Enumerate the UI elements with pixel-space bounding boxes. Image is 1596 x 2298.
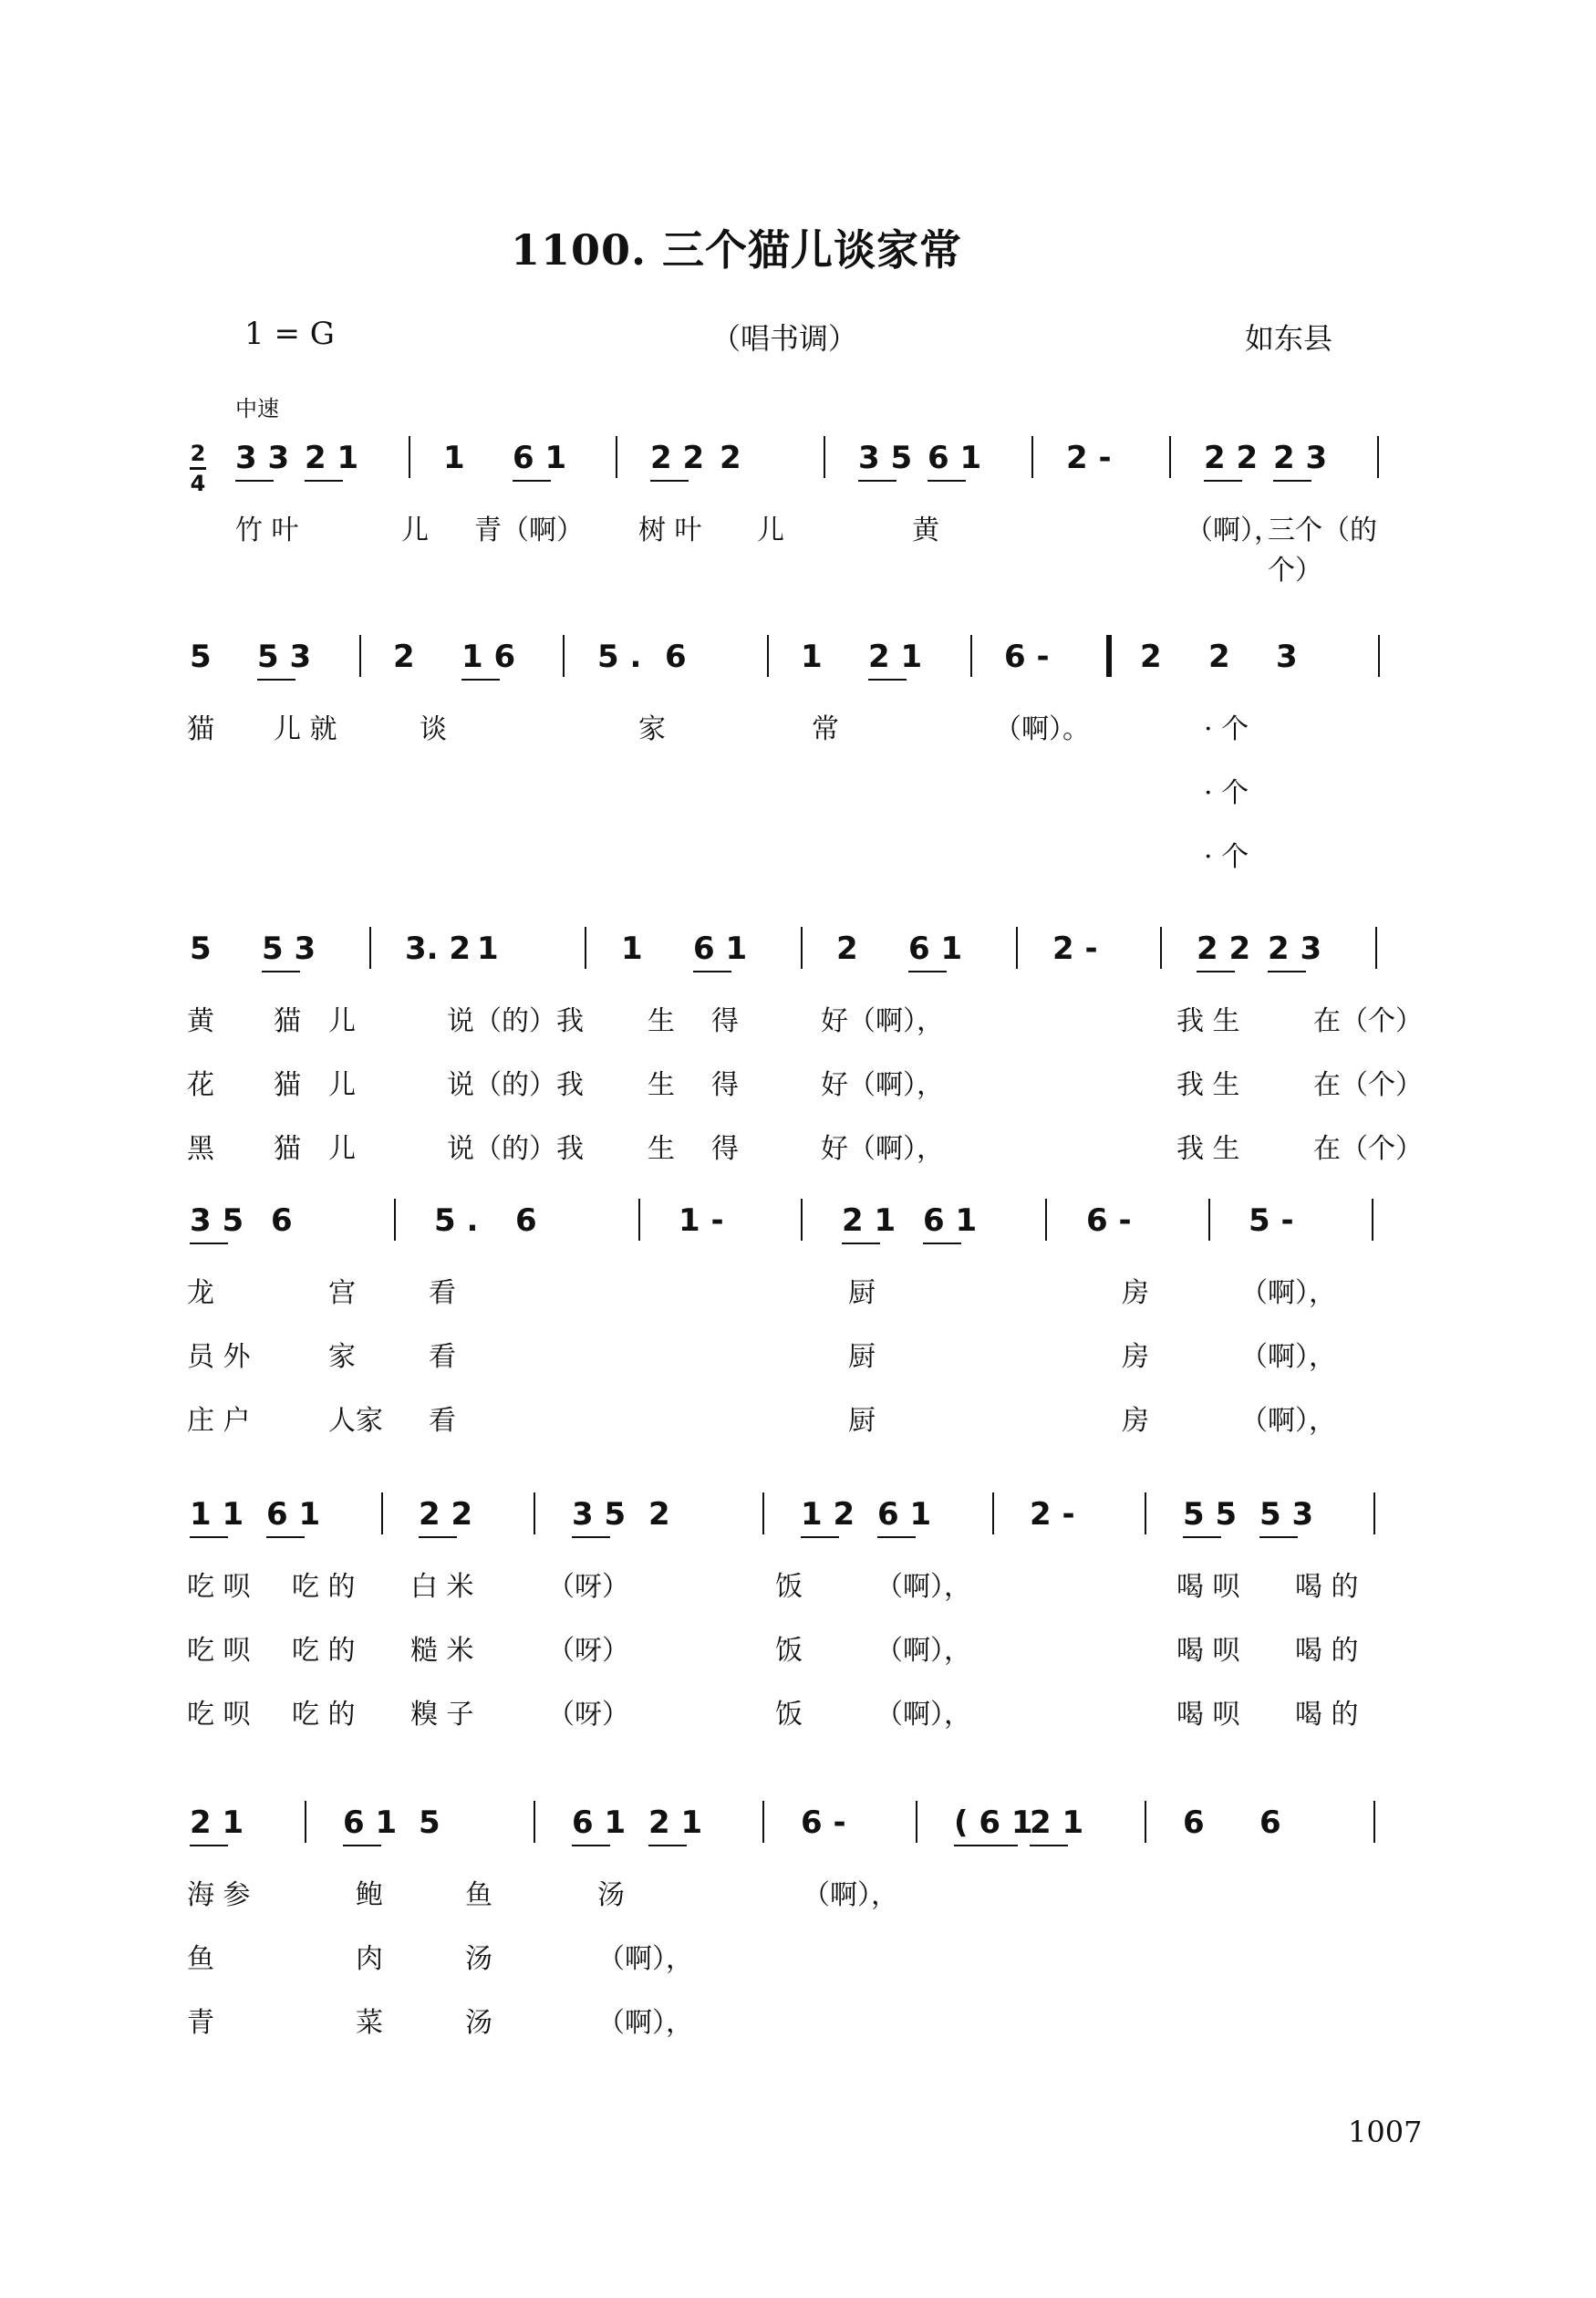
beam-underline (257, 679, 295, 681)
note-group: 1 1 (190, 1496, 244, 1533)
barline (1377, 436, 1379, 478)
barline (824, 436, 825, 478)
lyric-line-1 (187, 706, 1412, 745)
lyric-syllable: 厨 (848, 1341, 876, 1373)
note-group: 2 - (1052, 931, 1098, 967)
note-group: 2 1 (648, 1804, 703, 1841)
lyric-syllable: 喝 的 (1295, 1635, 1359, 1667)
lyric-syllable: 看 (429, 1341, 456, 1373)
note-group: 1 (477, 931, 499, 967)
lyric-syllable: 竹 叶 (235, 515, 299, 546)
beam-underline (801, 1536, 839, 1538)
lyric-syllable: 青（啊） (474, 515, 584, 546)
lyric-syllable: 糗 子 (410, 1699, 474, 1731)
beam-underline (648, 1845, 687, 1846)
lyric-syllable: 吃 呗 (187, 1699, 251, 1731)
note-group: 6 1 (928, 440, 982, 476)
note-group: 6 (665, 639, 687, 675)
lyric-syllable: 家 (638, 713, 666, 745)
lyric-syllable: 生 (648, 1005, 675, 1037)
lyric-syllable: 房 (1122, 1405, 1149, 1437)
lyric-syllable: 儿 (328, 1133, 356, 1165)
lyric-syllable: （啊）， (803, 1879, 898, 1911)
note-group: 6 - (1004, 639, 1050, 675)
beam-underline (868, 679, 907, 681)
lyric-syllable: 生 (648, 1133, 675, 1165)
barline (1372, 1199, 1373, 1241)
beam-underline (343, 1845, 381, 1846)
lyric-syllable: 鱼 (187, 1943, 214, 1975)
beam-underline (1030, 1845, 1068, 1846)
note-group: 2 3 (1268, 931, 1322, 967)
lyric-syllable: 猫 (187, 713, 214, 745)
lyric-line-1 (187, 1872, 1412, 1911)
lyric-syllable: 看 (429, 1405, 456, 1437)
song-title: 1100. 三个猫儿谈家常 (511, 225, 963, 275)
lyric-line-1 (187, 1270, 1412, 1309)
note-group: 5 (190, 639, 212, 675)
note-group: 5 . (434, 1202, 479, 1239)
note-group: 6 - (1086, 1202, 1132, 1239)
barline (369, 927, 371, 969)
beam-underline (266, 1536, 305, 1538)
lyric-syllable: （啊）， (876, 1635, 971, 1667)
barline (916, 1801, 917, 1843)
lyric-syllable: 我 生 (1176, 1133, 1240, 1165)
note-group: 2 - (1066, 440, 1112, 476)
barline (638, 1199, 640, 1241)
note-group: 2 2 (419, 1496, 473, 1533)
lyric-line-1 (187, 1564, 1412, 1603)
lyric-syllable: 厨 (848, 1277, 876, 1309)
lyric-syllable: 房 (1122, 1277, 1149, 1309)
note-group: 6 1 (572, 1804, 627, 1841)
lyric-syllable: 喝 呗 (1176, 1699, 1240, 1731)
barline (1045, 1199, 1047, 1241)
lyric-line-2 (190, 770, 1412, 809)
lyric-syllable: 吃 的 (292, 1635, 356, 1667)
beam-underline (928, 480, 966, 482)
lyric-syllable: 在（个） (1313, 1005, 1423, 1037)
lyric-syllable: 饭 (775, 1571, 803, 1603)
beam-underline (235, 480, 274, 482)
lyric-syllable: 猫 (274, 1133, 301, 1165)
barline (970, 635, 972, 677)
note-group: 2 1 (305, 440, 359, 476)
beam-underline (1197, 971, 1235, 972)
lyric-syllable: 三个（的 个） (1268, 515, 1377, 587)
beam-underline (305, 480, 343, 482)
lyric-syllable: 家 (328, 1341, 356, 1373)
note-group: 2 (393, 639, 415, 675)
barline (762, 1492, 764, 1534)
beam-underline (1273, 480, 1311, 482)
lyric-syllable: 黄 (912, 515, 939, 546)
lyric-line-3 (187, 1126, 1423, 1165)
lyric-syllable: （啊）， (876, 1699, 971, 1731)
lyric-line-3 (190, 834, 1412, 873)
lyric-syllable: 得 (711, 1069, 739, 1101)
note-group: 6 1 (513, 440, 567, 476)
beam-underline (1204, 480, 1242, 482)
note-group: 1 (621, 931, 643, 967)
lyric-syllable: 我 生 (1176, 1069, 1240, 1101)
lyric-line-1 (190, 507, 1412, 587)
lyric-syllable: 好（啊）， (821, 1069, 944, 1101)
lyric-syllable: 说（的）我 (447, 1133, 584, 1165)
beam-underline (908, 971, 947, 972)
lyric-line-1 (187, 998, 1423, 1037)
repeat-sign (1106, 635, 1112, 677)
lyric-syllable: 饭 (775, 1635, 803, 1667)
lyric-syllable: 厨 (848, 1405, 876, 1437)
lyric-line-3 (187, 1691, 1412, 1731)
lyric-syllable: 猫 (274, 1005, 301, 1037)
barline (1016, 927, 1018, 969)
lyric-syllable: 糙 米 (410, 1635, 474, 1667)
lyric-syllable: 儿 (401, 515, 429, 546)
note-group: 6 1 (343, 1804, 398, 1841)
barline (992, 1492, 994, 1534)
note-group: 6 1 (266, 1496, 321, 1533)
barline (359, 635, 361, 677)
barline (1373, 1492, 1375, 1534)
lyric-syllable: 房 (1122, 1341, 1149, 1373)
lyric-syllable: （啊）， (597, 1943, 693, 1975)
beam-underline (693, 971, 731, 972)
lyric-line-2 (187, 1334, 1412, 1373)
lyric-syllable: 黄 (187, 1005, 214, 1037)
lyric-syllable: （啊）。 (994, 713, 1090, 745)
lyric-line-3 (187, 1398, 1412, 1437)
beam-underline (190, 1243, 228, 1244)
note-group: 3 3 (235, 440, 290, 476)
lyric-syllable: 说（的）我 (447, 1005, 584, 1037)
note-group: 6 (515, 1202, 537, 1239)
note-group: 3 5 (858, 440, 913, 476)
barline (305, 1801, 306, 1843)
note-group: 3 5 (190, 1202, 244, 1239)
lyric-syllable: · 个 (1204, 713, 1249, 745)
time-signature (190, 442, 206, 495)
barline (1160, 927, 1162, 969)
lyric-syllable: 汤 (465, 2007, 492, 2039)
beam-underline (419, 1536, 457, 1538)
barline (394, 1199, 396, 1241)
lyric-syllable: 汤 (597, 1879, 625, 1911)
note-group: 6 1 (923, 1202, 978, 1239)
lyric-syllable: 树 叶 (638, 515, 702, 546)
lyric-syllable: 吃 呗 (187, 1571, 251, 1603)
barline (1169, 436, 1171, 478)
barline (1145, 1801, 1146, 1843)
note-group: 2 - (1030, 1496, 1075, 1533)
beam-underline (1259, 1536, 1298, 1538)
barline (1375, 927, 1377, 969)
lyric-syllable: 吃 的 (292, 1699, 356, 1731)
note-group: 5 5 (1183, 1496, 1238, 1533)
lyric-syllable: 儿 (328, 1069, 356, 1101)
note-group: 1 (443, 440, 465, 476)
page-number: 1007 (1348, 2115, 1423, 2149)
beam-underline (190, 1536, 228, 1538)
note-group: 2 2 (1197, 931, 1251, 967)
beam-underline (842, 1243, 880, 1244)
time-signature-top: 2 (190, 441, 206, 466)
note-group: 5 3 (262, 931, 316, 967)
lyric-syllable: 常 (812, 713, 839, 745)
note-group: 3 5 (572, 1496, 627, 1533)
lyric-line-3 (187, 2000, 1412, 2039)
note-group: 2 1 (842, 1202, 896, 1239)
note-group: 6 1 (693, 931, 748, 967)
note-group: 2 1 (190, 1804, 244, 1841)
notation-row (190, 1496, 1412, 1551)
lyric-syllable: （啊）， (1240, 1341, 1336, 1373)
note-group: 2 (836, 931, 858, 967)
lyric-syllable: （呀） (547, 1571, 629, 1603)
lyric-syllable: 鱼 (465, 1879, 492, 1911)
lyric-syllable: 吃 呗 (187, 1635, 251, 1667)
lyric-syllable: 宫 (328, 1277, 356, 1309)
beam-underline (262, 971, 300, 972)
notation-row (190, 1804, 1412, 1859)
barline (534, 1492, 535, 1534)
beam-underline (877, 1536, 916, 1538)
lyric-syllable: 喝 呗 (1176, 1635, 1240, 1667)
lyric-syllable: 花 (187, 1069, 214, 1101)
lyric-syllable: （啊）， (1240, 1405, 1336, 1437)
barline (534, 1801, 535, 1843)
barline (409, 436, 410, 478)
lyric-syllable: 在（个） (1313, 1133, 1423, 1165)
barline (585, 927, 586, 969)
note-group: 2 1 (1030, 1804, 1084, 1841)
barline (1378, 635, 1380, 677)
note-group: 2 1 (868, 639, 923, 675)
time-signature-bottom: 4 (190, 471, 206, 496)
beam-underline (461, 679, 500, 681)
note-group: 2 (1208, 639, 1230, 675)
lyric-syllable: 青 (187, 2007, 214, 2039)
barline (1373, 1801, 1375, 1843)
note-group: 3. 2 (405, 931, 472, 967)
beam-underline (572, 1845, 610, 1846)
barline (381, 1492, 383, 1534)
barline (1208, 1199, 1210, 1241)
lyric-syllable: 喝 的 (1295, 1571, 1359, 1603)
lyric-syllable: 黑 (187, 1133, 214, 1165)
lyric-syllable: · 个 (1204, 841, 1249, 873)
lyric-syllable: 在（个） (1313, 1069, 1423, 1101)
beam-underline (923, 1243, 961, 1244)
lyric-syllable: 得 (711, 1005, 739, 1037)
note-group: 6 (1183, 1804, 1205, 1841)
note-group: 1 6 (461, 639, 516, 675)
lyric-line-2 (187, 1062, 1423, 1101)
key-signature: 1 = G (244, 316, 335, 352)
barline (563, 635, 565, 677)
lyric-syllable: 好（啊）， (821, 1133, 944, 1165)
barline (801, 1199, 803, 1241)
lyric-line-2 (187, 1627, 1412, 1667)
lyric-syllable: （啊）， (1186, 515, 1281, 546)
lyric-syllable: 菜 (356, 2007, 383, 2039)
lyric-line-2 (187, 1936, 1412, 1975)
note-group: 6 1 (908, 931, 963, 967)
mode-label: （唱书调） (711, 321, 858, 356)
lyric-syllable: 得 (711, 1133, 739, 1165)
lyric-syllable: （呀） (547, 1699, 629, 1731)
note-group: 5 . (597, 639, 642, 675)
note-group: 6 (1259, 1804, 1281, 1841)
lyric-syllable: （呀） (547, 1635, 629, 1667)
notation-row (235, 440, 1457, 494)
barline (801, 927, 803, 969)
beam-underline (858, 480, 896, 482)
tempo-marking: 中速 (235, 396, 279, 421)
note-group: 6 (271, 1202, 293, 1239)
beam-underline (650, 480, 689, 482)
note-group: 2 2 (1204, 440, 1259, 476)
lyric-syllable: （啊）， (597, 2007, 693, 2039)
lyric-syllable: · 个 (1204, 777, 1249, 809)
barline (1145, 1492, 1146, 1534)
lyric-syllable: 猫 (274, 1069, 301, 1101)
beam-underline (954, 1845, 1018, 1846)
note-group: 2 2 (650, 440, 705, 476)
lyric-syllable: 说（的）我 (447, 1069, 584, 1101)
note-group: 6 - (801, 1804, 846, 1841)
lyric-syllable: 儿 就 (274, 713, 337, 745)
notation-row (190, 639, 1412, 693)
note-group: 6 1 (877, 1496, 932, 1533)
lyric-syllable: 员 外 (187, 1341, 251, 1373)
note-group: 2 3 (1273, 440, 1328, 476)
lyric-syllable: 龙 (187, 1277, 214, 1309)
note-group: 5 (419, 1804, 440, 1841)
lyric-syllable: 儿 (328, 1005, 356, 1037)
note-group: 5 3 (1259, 1496, 1314, 1533)
beam-underline (190, 1845, 228, 1846)
beam-underline (572, 1536, 610, 1538)
note-group: 3 (1276, 639, 1298, 675)
lyric-syllable: 我 生 (1176, 1005, 1240, 1037)
lyric-syllable: 汤 (465, 1943, 492, 1975)
barline (1031, 436, 1033, 478)
lyric-syllable: 儿 (757, 515, 784, 546)
lyric-syllable: 吃 的 (292, 1571, 356, 1603)
note-group: 2 (648, 1496, 670, 1533)
note-group: 5 (190, 931, 212, 967)
lyric-syllable: 鲍 (356, 1879, 383, 1911)
beam-underline (1183, 1536, 1221, 1538)
lyric-syllable: 好（啊）， (821, 1005, 944, 1037)
barline (762, 1801, 764, 1843)
lyric-syllable: 看 (429, 1277, 456, 1309)
beam-underline (1268, 971, 1306, 972)
lyric-syllable: 喝 的 (1295, 1699, 1359, 1731)
barline (616, 436, 617, 478)
note-group: 5 3 (257, 639, 312, 675)
lyric-syllable: 肉 (356, 1943, 383, 1975)
beam-underline (513, 480, 551, 482)
note-group: 1 - (679, 1202, 724, 1239)
lyric-syllable: 饭 (775, 1699, 803, 1731)
lyric-syllable: 庄 户 (187, 1405, 251, 1437)
lyric-syllable: 谈 (420, 713, 447, 745)
note-group: 2 (720, 440, 741, 476)
lyric-syllable: 白 米 (410, 1571, 474, 1603)
lyric-syllable: （啊）， (876, 1571, 971, 1603)
note-group: 5 - (1249, 1202, 1294, 1239)
note-group: 1 (801, 639, 823, 675)
lyric-syllable: （啊）， (1240, 1277, 1336, 1309)
notation-row (190, 1202, 1412, 1257)
note-group: ( 6 1 (954, 1804, 1033, 1841)
note-group: 2 (1140, 639, 1162, 675)
notation-row (190, 931, 1412, 985)
lyric-syllable: 人家 (328, 1405, 383, 1437)
barline (767, 635, 769, 677)
county-label: 如东县 (1245, 321, 1333, 356)
lyric-syllable: 喝 呗 (1176, 1571, 1240, 1603)
lyric-syllable: 生 (648, 1069, 675, 1101)
lyric-syllable: 海 参 (187, 1879, 251, 1911)
note-group: 1 2 (801, 1496, 855, 1533)
